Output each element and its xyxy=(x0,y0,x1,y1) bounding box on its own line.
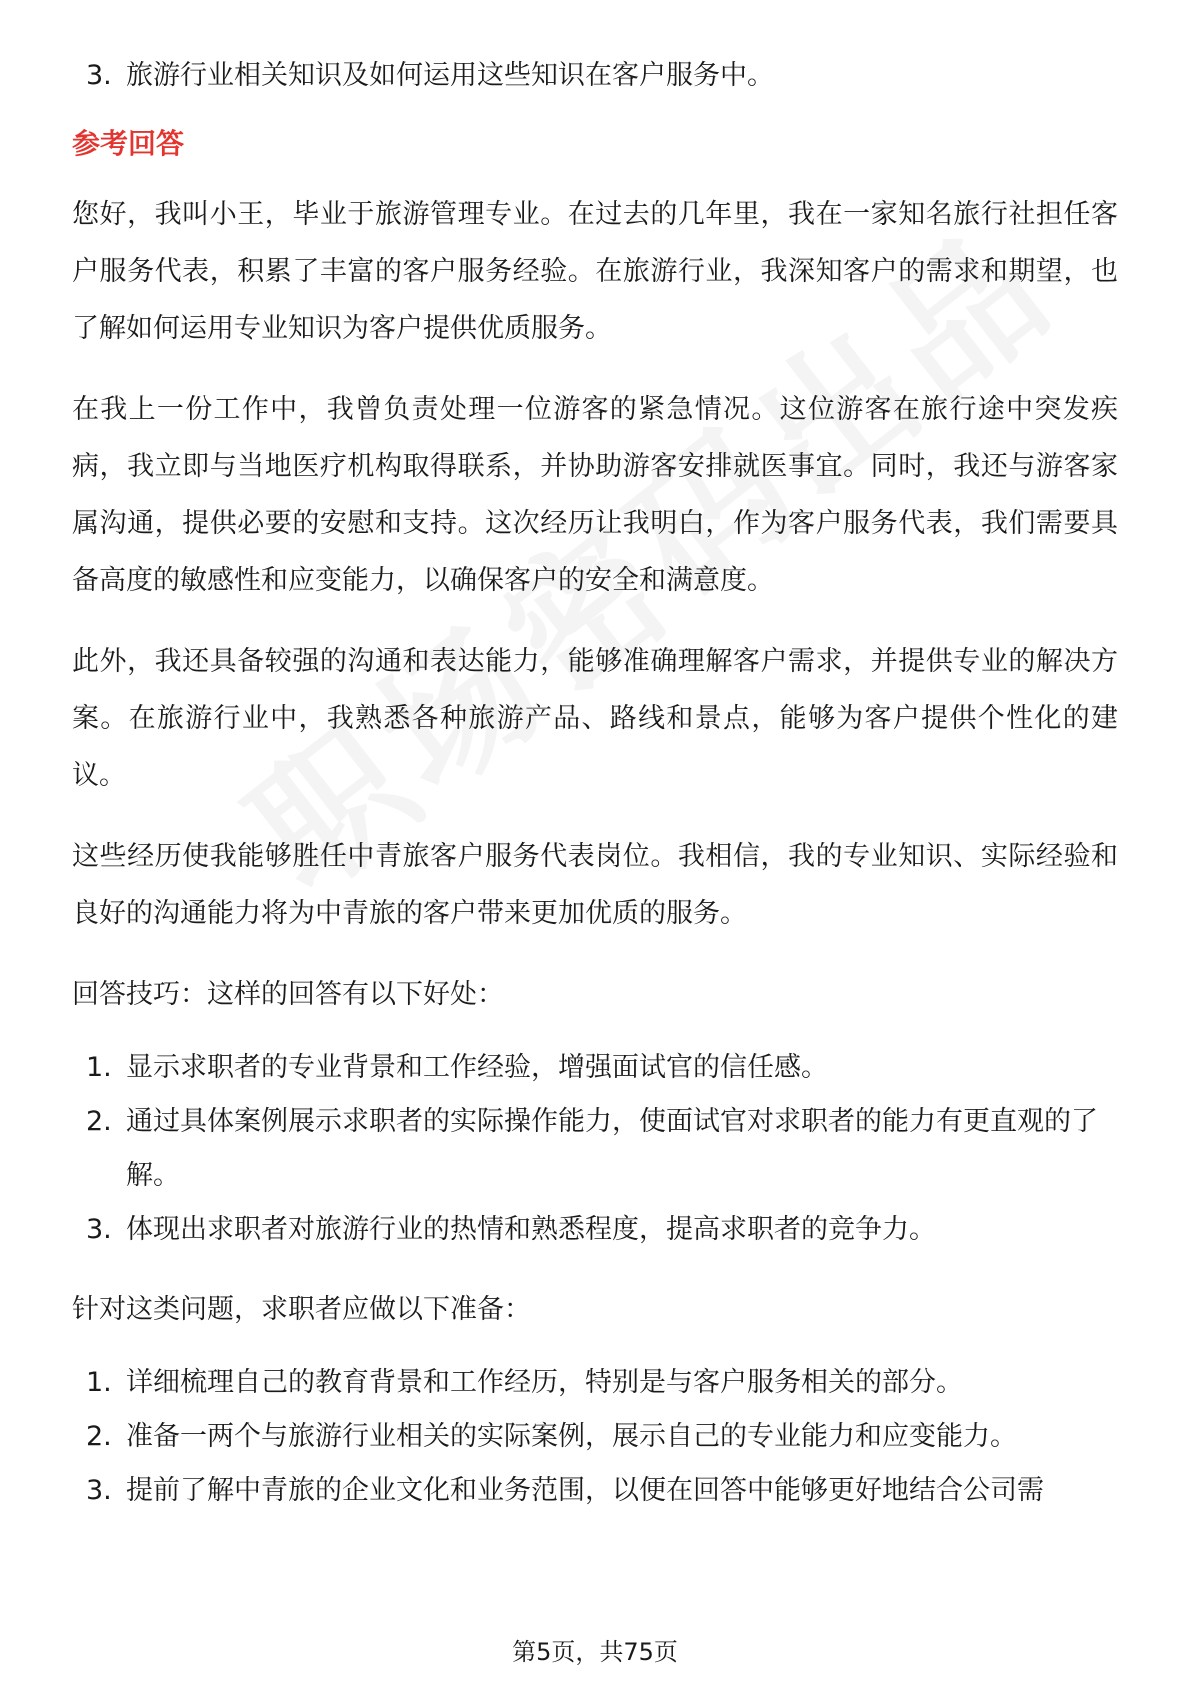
list-item-number: 3. xyxy=(86,1475,112,1506)
list-item-text: 详细梳理自己的教育背景和工作经历，特别是与客户服务相关的部分。 xyxy=(126,1367,963,1398)
list-item xyxy=(72,1464,1118,1518)
list-item-number: 3. xyxy=(86,60,112,91)
list-item-number: 3. xyxy=(86,1214,112,1245)
list-item-text: 显示求职者的专业背景和工作经验，增强面试官的信任感。 xyxy=(126,1052,828,1083)
list-item-text: 准备一两个与旅游行业相关的实际案例，展示自己的专业能力和应变能力。 xyxy=(126,1421,1017,1452)
top-list xyxy=(72,56,1118,96)
list-item xyxy=(72,1203,1118,1257)
list-item-number: 2. xyxy=(86,1106,112,1137)
list-item xyxy=(72,1095,1118,1203)
list-item-number: 1. xyxy=(86,1367,112,1398)
answer-paragraph-1: 您好，我叫小王，毕业于旅游管理专业。在过去的几年里，我在一家知名旅行社担任客户服务代表，积累了丰富的客户服务经验。在旅游行业，我深知客户的需求和期望，也了解如何运用专业知识为客户提供优质服务。 xyxy=(72,199,1118,344)
answer-paragraph-3: 此外，我还具备较强的沟通和表达能力，能够准确理解客户需求，并提供专业的解决方案。在旅游行业中，我熟悉各种旅游产品、路线和景点，能够为客户提供个性化的建议。 xyxy=(72,646,1118,791)
tips-list xyxy=(72,1041,1118,1257)
page-number: 第5页，共75页 xyxy=(512,1638,678,1666)
list-item-text: 提前了解中青旅的企业文化和业务范围，以便在回答中能够更好地结合公司需 xyxy=(126,1475,1044,1506)
list-item xyxy=(72,1356,1118,1410)
section-heading: 参考回答 xyxy=(72,127,185,160)
prep-intro: 针对这类问题，求职者应做以下准备： xyxy=(72,1294,531,1325)
list-item xyxy=(72,56,1118,96)
list-item-text: 通过具体案例展示求职者的实际操作能力，使面试官对求职者的能力有更直观的了解。 xyxy=(126,1106,1098,1191)
list-item xyxy=(72,1041,1118,1095)
page-content xyxy=(72,56,1118,1518)
list-item xyxy=(72,1410,1118,1464)
list-item-number: 2. xyxy=(86,1421,112,1452)
list-item-text: 体现出求职者对旅游行业的热情和熟悉程度，提高求职者的竞争力。 xyxy=(126,1214,936,1245)
answer-paragraph-2: 在我上一份工作中，我曾负责处理一位游客的紧急情况。这位游客在旅行途中突发疾病，我立即与当地医疗机构取得联系，并协助游客安排就医事宜。同时，我还与游客家属沟通，提供必要的安慰和支持。这次经历让我明白，作为客户服务代表，我们需要具备高度的敏感性和应变能力，以确保客户的安全和满意度。 xyxy=(72,394,1118,596)
tips-intro: 回答技巧：这样的回答有以下好处： xyxy=(72,979,504,1010)
answer-paragraph-4: 这些经历使我能够胜任中青旅客户服务代表岗位。我相信，我的专业知识、实际经验和良好的沟通能力将为中青旅的客户带来更加优质的服务。 xyxy=(72,841,1118,929)
list-item-text: 旅游行业相关知识及如何运用这些知识在客户服务中。 xyxy=(126,60,774,91)
prep-list xyxy=(72,1356,1118,1518)
list-item-number: 1. xyxy=(86,1052,112,1083)
